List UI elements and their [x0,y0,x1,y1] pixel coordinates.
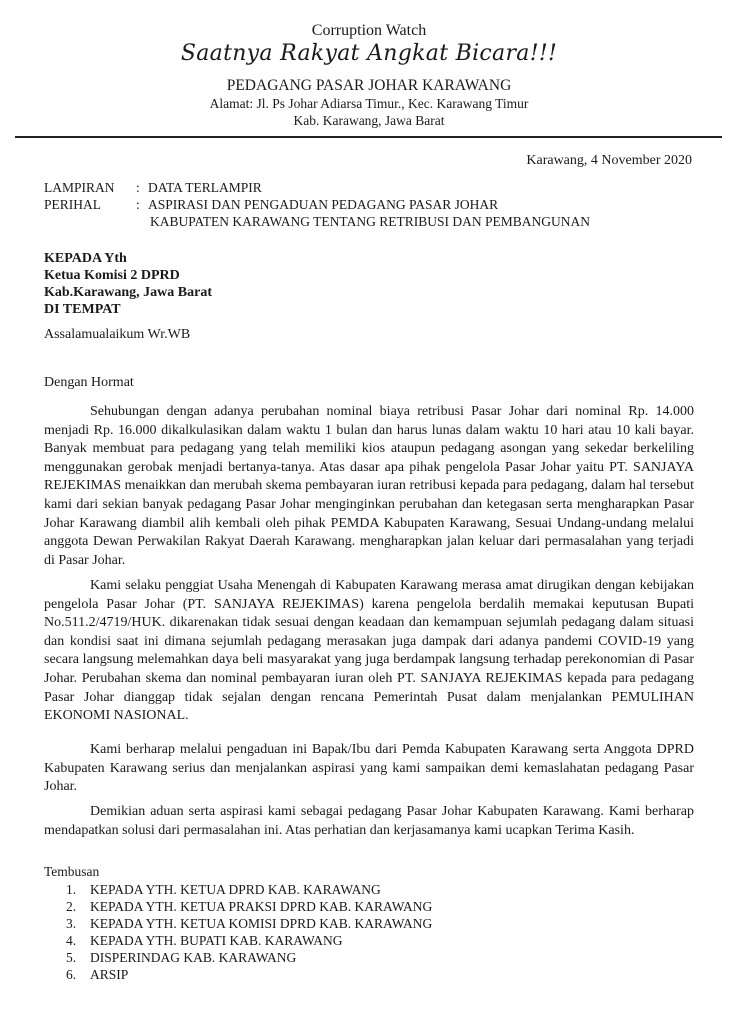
letterhead-address-line1: Alamat: Jl. Ps Johar Adiarsa Timur., Kec. Karawang Timur [209,96,529,111]
addressee-block [44,250,212,318]
list-item [66,932,432,949]
letterhead-address-line2: Kab. Karawang, Jawa Barat [293,113,445,128]
list-number: 3. [66,916,77,931]
meta-perihal [44,197,498,213]
list-number: 5. [66,950,77,965]
list-item [66,949,432,966]
perihal-label: PERIHAL [44,197,101,212]
paragraph-text: Sehubungan dengan adanya perubahan nominal biaya retribusi Pasar Johar dari nominal Rp. 14.000 menjadi Rp. 16.000 dikalkulasikan dalam waktu 1 bulan dan harus lunas dalam waktu 10 hari atau 10 kali bayar. Banyak membuat para pedagang yang telah memiliki kios ataupun pedagang asongan yang sekedar berkeliling menggunakan gerobak menjadi bertanya-tanya. Atas dasar apa pihak pengelola Pasar Johar yaitu PT. SANJAYA REJEKIMAS menaikkan dan merubah skema pembayaran iuran retribusi kepada para pedagang, dalam hal tersebut kami dari sekian banyak pedagang Pasar Johar menginginkan perubahan dan ketegasan serta mengharapkan Pasar Johar Karawang diambil alih kembali oleh pihak PEMDA Kabupaten Karawang, Sesuai Undang-undang melalui anggota Dewan Perwakilan Rakyat Daerah Karawang. mengharapkan jalan keluar dari permasalahan yang terjadi di Pasar Johar. [44,404,694,568]
body-paragraph-3 [44,741,694,797]
list-text: KEPADA YTH. KETUA DPRD KAB. KARAWANG [90,882,381,897]
list-text: DISPERINDAG KAB. KARAWANG [90,950,297,965]
letterhead-group: PEDAGANG PASAR JOHAR KARAWANG [226,77,512,94]
list-text: KEPADA YTH. BUPATI KAB. KARAWANG [90,933,343,948]
lampiran-label: LAMPIRAN [44,180,115,195]
paragraph-text: Demikian aduan serta aspirasi kami sebagai pedagang Pasar Johar Kabupaten Karawang. Kami berharap mendapatkan solusi dari permasalahan ini. Atas perhatian dan kerjasamanya kami ucapkan Terima Kasih. [44,804,694,838]
list-text: KEPADA YTH. KETUA KOMISI DPRD KAB. KARAWANG [90,916,433,931]
lampiran-value: DATA TERLAMPIR [148,180,262,195]
opening: Dengan Hormat [44,375,134,390]
list-number: 4. [66,933,77,948]
perihal-value-line2: KABUPATEN KARAWANG TENTANG RETRIBUSI DAN PEMBANGUNAN [150,214,590,229]
addressee-line1: KEPADA Yth [44,251,127,266]
separator: : [136,180,140,195]
body-paragraph-2 [44,577,694,726]
tembusan-list [66,881,432,983]
addressee-line2: Ketua Komisi 2 DPRD [44,268,180,283]
body-paragraph-4 [44,803,694,840]
list-item [66,898,432,915]
meta-lampiran [44,180,262,196]
tembusan-label: Tembusan [44,864,100,879]
perihal-value-line1: ASPIRASI DAN PENGADUAN PEDAGANG PASAR JOHAR [148,197,499,212]
addressee-line4: DI TEMPAT [44,302,121,317]
list-number: 6. [66,967,77,982]
greeting: Assalamualaikum Wr.WB [44,327,191,342]
body-paragraph-1 [44,403,694,570]
letterhead-divider [15,136,722,138]
list-item [66,915,432,932]
list-text: ARSIP [90,967,129,982]
list-number: 1. [66,882,77,897]
list-item [66,966,432,983]
list-item [66,881,432,898]
letterhead-motto: Saatnya Rakyat Angkat Bicara!!! [180,41,558,66]
list-text: KEPADA YTH. KETUA PRAKSI DPRD KAB. KARAWANG [90,899,433,914]
addressee-line3: Kab.Karawang, Jawa Barat [44,285,212,300]
letter-date: Karawang, 4 November 2020 [526,153,692,168]
organization-name: Corruption Watch [311,22,427,39]
separator: : [136,197,140,212]
paragraph-text: Kami selaku penggiat Usaha Menengah di Kabupaten Karawang merasa amat dirugikan dengan kebijakan pengelola Pasar Johar (PT. SANJAYA REJEKIMAS) karena pengelola berdalih memakai keputusan Bupati No.511.2/4719/HUK. dikarenakan tidak sesuai dengan keadaan dan kemampuan sejumlah pedagang dalam situasi dan kondisi saat ini dimana sejumlah pedagang merasakan juga dampak dari adanya pandemi COVID-19 yang secara langsung melemahkan daya beli masyarakat yang juga berdampak langsung terhadap perekonomian di Pasar Johar. Perubahan skema dan nominal pembayaran iuran oleh PT. SANJAYA REJEKIMAS kepada para pedagang Pasar Johar dianggap tidak sejalan dengan rencana Pemerintah Pusat dalam menjalankan PEMULIHAN EKONOMI NASIONAL. [44,578,694,724]
paragraph-text: Kami berharap melalui pengaduan ini Bapak/Ibu dari Pemda Kabupaten Karawang serta Anggota DPRD Kabupaten Karawang serius dan menjalankan aspirasi yang kami sampaikan demi kemaslahatan pedagang Pasar Johar. [44,742,694,795]
list-number: 2. [66,899,77,914]
